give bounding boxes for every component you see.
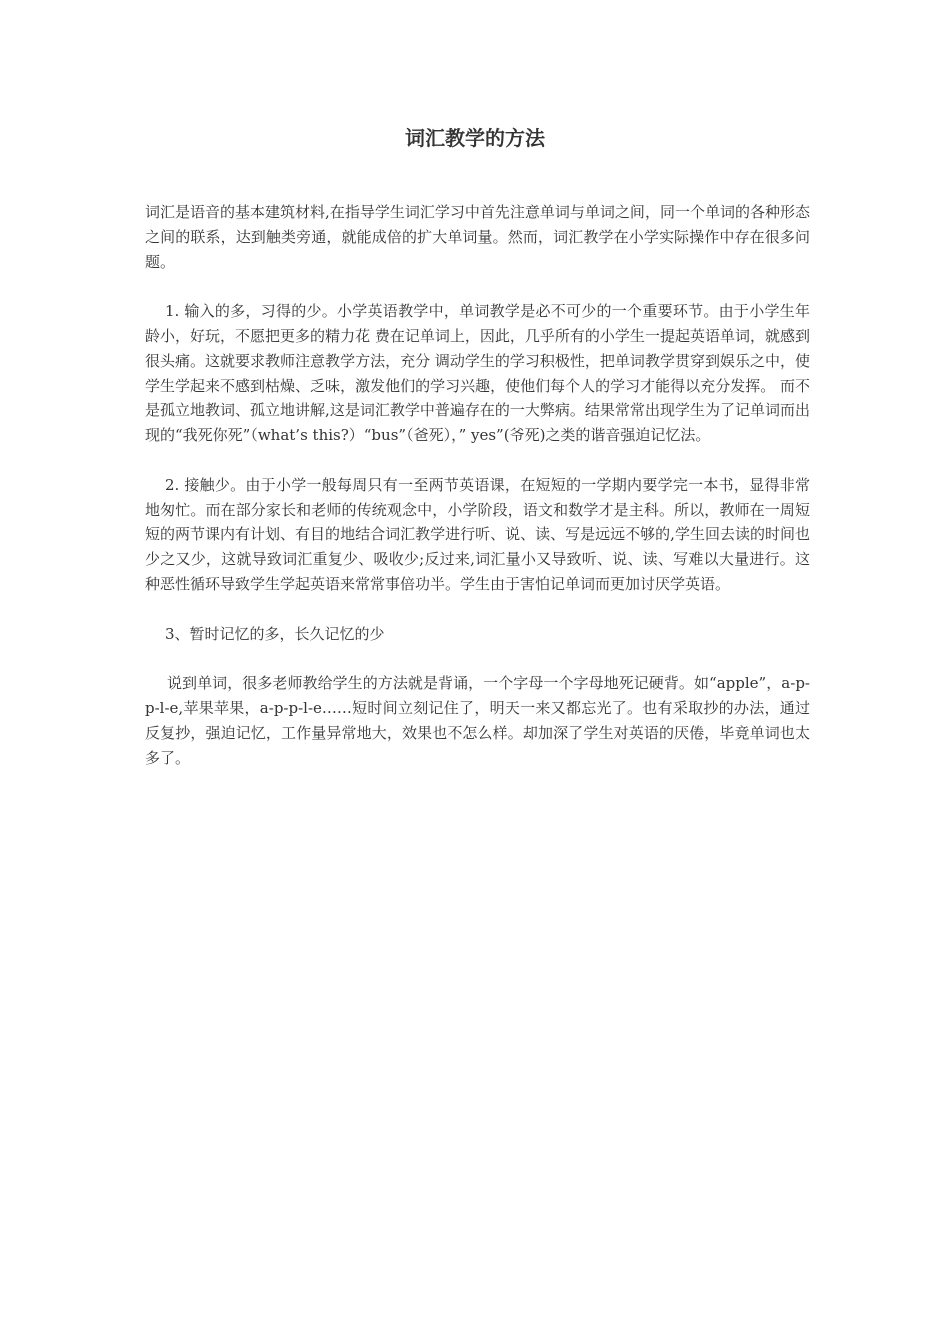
document-body [145, 200, 810, 795]
point-3-paragraph: 说到单词，很多老师教给学生的方法就是背诵，一个字母一个字母地死记硬背。如“apple”，a-p-p-l-e,苹果苹果，a-p-p-l-e……短时间立刻记住了，明天一来又都忘光了。也有采取抄的办法，通过反复抄，强迫记忆，工作量异常地大，效果也不怎么样。却加深了学生对英语的厌倦，毕竟单词也太多了。 [145, 674, 810, 767]
document-title: 词汇教学的方法 [405, 126, 545, 150]
point-1-paragraph: 1. 输入的多，习得的少。小学英语教学中，单词教学是必不可少的一个重要环节。由于小学生年龄小，好玩，不愿把更多的精力花 费在记单词上，因此，几乎所有的小学生一提起英语单词，就感到很头痛。这就要求教师注意教学方法，充分 调动学生的学习积极性，把单词教学贯穿到娱乐之中，使学生学起来不感到枯燥、乏味，激发他们的学习兴趣，使他们每个人的学习才能得以充分发挥。 而不是孤立地教词、孤立地讲解,这是词汇教学中普遍存在的一大弊病。结果常常出现学生为了记单词而出现的“我死你死”（what’s this?）“bus”（爸死），” yes”(爷死)之类的谐音强迫记忆法。 [145, 302, 810, 445]
intro-paragraph: 词汇是语音的基本建筑材料,在指导学生词汇学习中首先注意单词与单词之间，同一个单词的各种形态之间的联系，达到触类旁通，就能成倍的扩大单词量。然而，词汇教学在小学实际操作中存在很多问题。 [145, 203, 810, 271]
point-3-heading: 3、暂时记忆的多，长久记忆的少 [165, 624, 385, 643]
point-2-paragraph: 2. 接触少。由于小学一般每周只有一至两节英语课，在短短的一学期内要学完一本书，显得非常地匆忙。而在部分家长和老师的传统观念中，小学阶段，语文和数学才是主科。所以，教师在一周短短的两节课内有计划、有目的地结合词汇教学进行听、说、读、写是远远不够的,学生回去读的时间也少之又少，这就导致词汇重复少、吸收少;反过来,词汇量小又导致听、说、读、写难以大量进行。这种恶性循环导致学生学起英语来常常事倍功半。学生由于害怕记单词而更加讨厌学英语。 [145, 475, 810, 593]
